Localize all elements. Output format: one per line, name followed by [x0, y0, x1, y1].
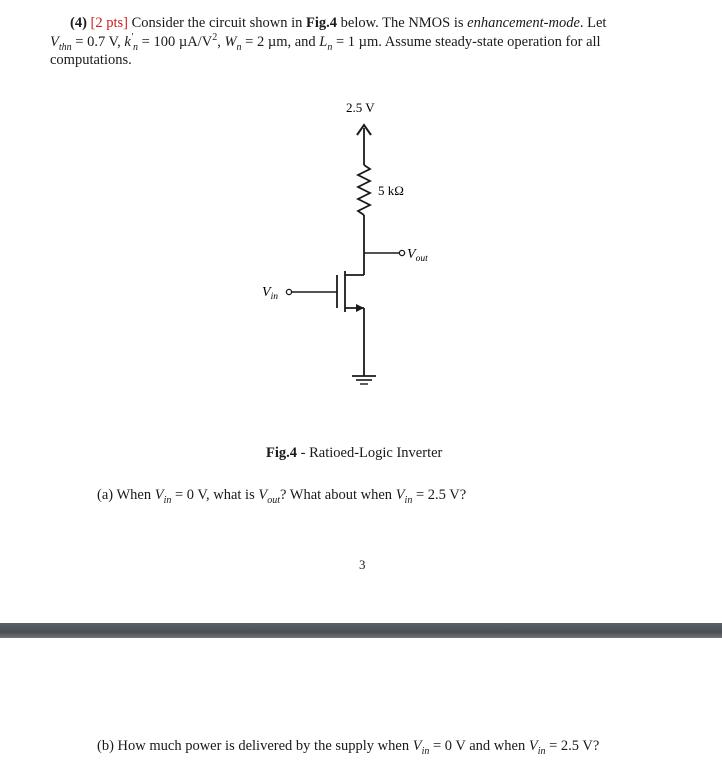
figure-caption: [266, 445, 442, 462]
ground-icon: [352, 376, 376, 384]
qb-vin-1: $V_{in}$: [412, 738, 430, 757]
points-badge: [2 pts]: [90, 15, 129, 31]
qb-eq2: = 2.5 V?: [549, 738, 600, 754]
resistor-label: 5 kΩ: [378, 183, 404, 198]
assume-text: Assume steady-state operation for all computations.: [50, 33, 601, 68]
qa-vin-2: $V_{in}$: [395, 487, 413, 506]
device-type: enhancement-mode: [467, 15, 580, 31]
intro-cont: below. The NMOS is: [340, 15, 464, 31]
w-symbol: $W_n$: [224, 33, 242, 53]
supply-arrow-icon: [357, 125, 371, 165]
l-symbol: $L_n$: [319, 33, 333, 53]
question-a: [97, 487, 466, 504]
qb-label: (b) How much power is delivered by the supply when: [97, 738, 410, 754]
input-terminal-icon: [286, 289, 291, 294]
qa-eq2: = 2.5 V?: [415, 487, 467, 503]
caption-text: - Ratioed-Logic Inverter: [300, 445, 443, 461]
page-separator: [0, 623, 722, 638]
qa-label: (a) When: [97, 487, 152, 503]
k-value: = 100 $\mu A/V^2$,: [141, 31, 221, 50]
resistor-icon: [358, 165, 370, 215]
qb-eq1: = 0 V and when: [432, 738, 526, 754]
page-number: 3: [359, 557, 366, 572]
let-text: . Let: [579, 15, 607, 31]
caption-fig: Fig.4: [266, 445, 298, 461]
intro-text: Consider the circuit shown in: [131, 15, 303, 31]
fig-ref: Fig.4: [306, 15, 338, 31]
nmos-transistor-icon: [337, 271, 364, 312]
question-b: [97, 738, 599, 755]
w-value: = 2 µm, and: [245, 33, 316, 50]
qa-vin-1: $V_{in}$: [154, 487, 172, 506]
qa-eq1: = 0 V, what is: [174, 487, 255, 503]
qb-vin-2: $V_{in}$: [528, 738, 546, 757]
k-symbol: $k'_n$: [124, 31, 139, 53]
problem-number: (4): [70, 15, 87, 31]
qa-mid: ? What about when: [279, 487, 393, 503]
vthn-symbol: $V_{thn}$: [50, 33, 72, 53]
vin-label: $V_{in}$: [262, 285, 278, 302]
supply-label: 2.5 V: [346, 100, 375, 115]
output-terminal-icon: [399, 250, 404, 255]
vout-label: $V_{out}$: [407, 247, 428, 264]
qa-vout: $V_{out}$: [258, 487, 280, 506]
vthn-value: = 0.7 V,: [75, 33, 121, 50]
l-value: = 1 µm.: [335, 33, 382, 50]
